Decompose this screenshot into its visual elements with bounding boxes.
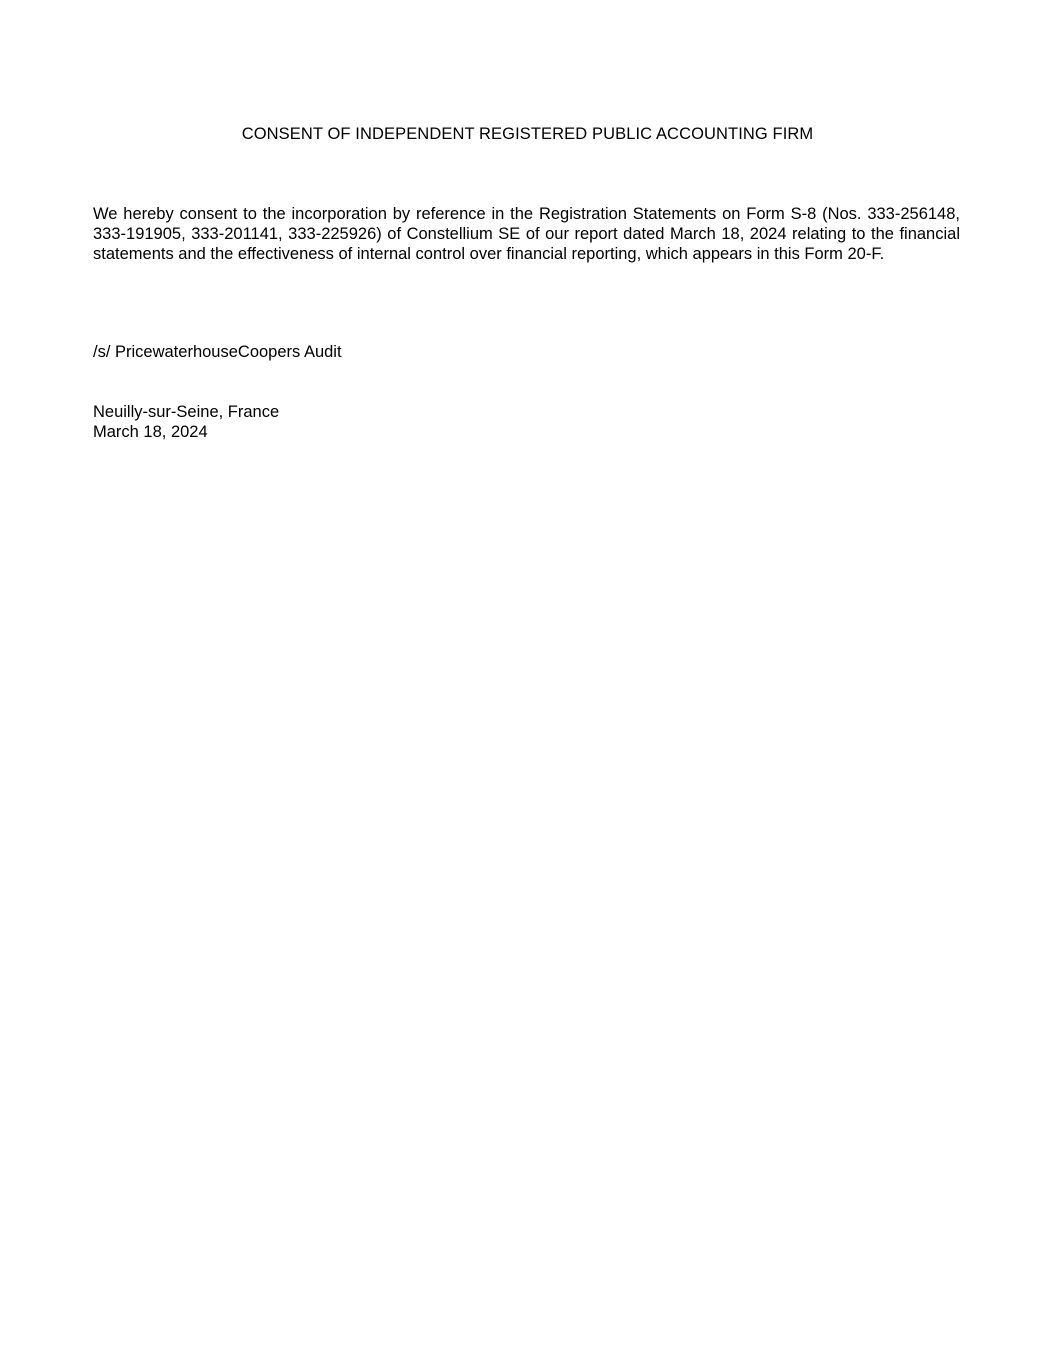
- document-title: CONSENT OF INDEPENDENT REGISTERED PUBLIC ACCOUNTING FIRM: [241, 125, 814, 143]
- consent-paragraph: We hereby consent to the incorporation by reference in the Registration Statements on Form S-8 (Nos. 333-256148, 333-191905, 333-201141, 333-225926) of Constellium SE of our report dated March 18, 2024 relating to the financial statements and the effectiveness of internal control over financial reporting, which appears in this Form 20-F.: [93, 205, 960, 263]
- location-date-block: [93, 402, 279, 442]
- location-line: Neuilly-sur-Seine, France: [93, 403, 280, 421]
- date-line: March 18, 2024: [93, 423, 208, 441]
- signature-line: /s/ PricewaterhouseCoopers Audit: [93, 343, 342, 361]
